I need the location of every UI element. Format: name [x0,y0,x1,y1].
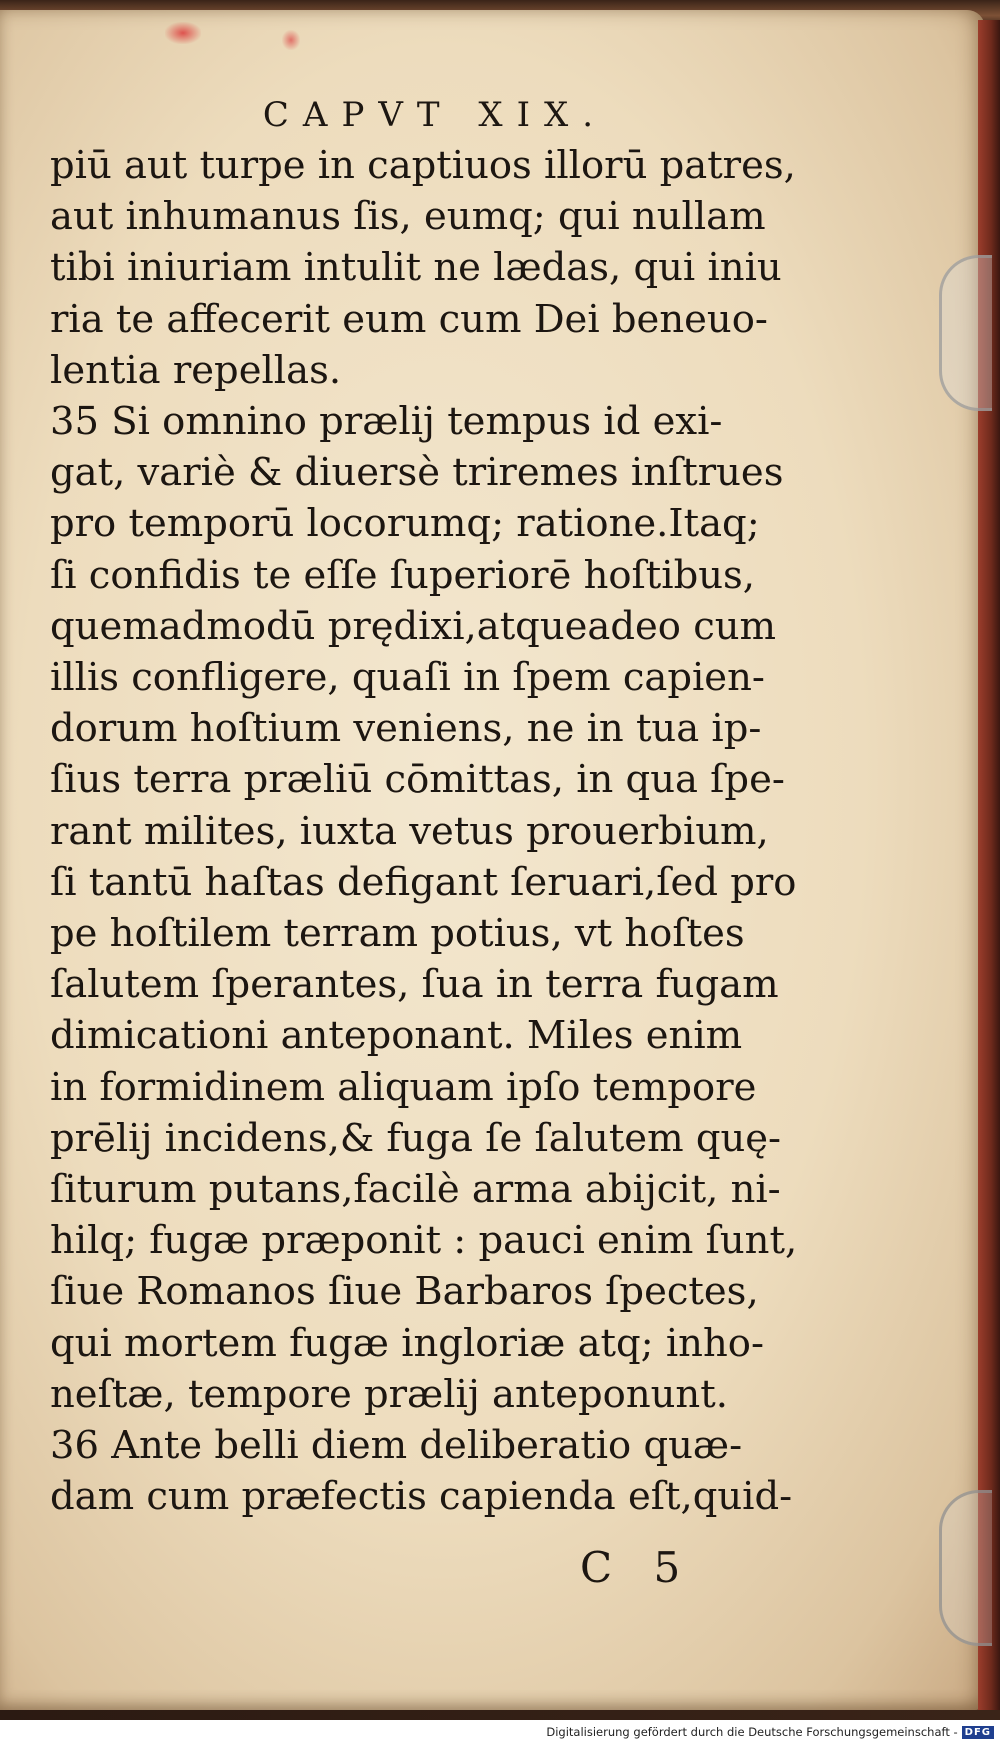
text-line: pro temporū locorumq; ratione.Itaq; [50,501,760,547]
text-line: ſi tantū haſtas defigant ſeruari,ſed pro [50,859,797,905]
text-line: ria te affecerit eum cum Dei beneuo- [50,296,768,342]
text-line: dorum hoſtium veniens, ne in tua ip- [50,706,762,752]
text-line: lentia repellas. [50,347,342,393]
text-line: prēlij incidens,& fuga ſe ſalutem quę- [50,1115,782,1161]
text-line: pe hoſtilem terram potius, vt hoſtes [50,911,745,957]
text-line: gat, variè & diuersè triremes inſtrues [50,450,784,496]
text-line: ſi confidis te eſſe ſuperiorē hoſtibus, [50,552,756,598]
text-line: in formidinem aliquam ipſo tempore [50,1064,757,1110]
text-line: 35 Si omnino prælij tempus id exi- [50,399,723,445]
credit-text: Digitalisierung gefördert durch die Deutsche Forschungsgemeinschaft - [546,1725,958,1739]
catchword-signature: C 5 [580,1543,695,1592]
text-line: qui mortem fugæ ingloriæ atq; inho- [50,1320,764,1366]
page-clip-bottom [939,1490,992,1646]
text-line: rant milites, iuxta vetus prouerbium, [50,808,769,854]
text-line: quemadmodū prędixi,atqueadeo cum [50,603,777,649]
text-line: neſtæ, tempore prælij anteponunt. [50,1371,728,1417]
red-ink-stain-small [282,30,300,50]
text-line: hilq; fugæ præponit : pauci enim ſunt, [50,1218,798,1264]
text-line: ſalutem ſperantes, ſua in terra fugam [50,962,779,1008]
footer-bar [0,1720,1000,1751]
text-line: piū aut turpe in captiuos illorū patres, [50,143,796,188]
text-line: ſiturum putans,facilè arma abijcit, ni- [50,1167,781,1213]
text-line: illis confligere, quaſi in ſpem capien- [50,655,765,701]
funding-credit [546,1725,994,1739]
page-clip-top [939,255,992,411]
text-line: dimicationi anteponant. Miles enim [50,1013,743,1059]
red-ink-stain [165,22,201,44]
text-line: aut inhumanus ſis, eumq; qui nullam [50,194,766,240]
text-line: 36 Ante belli diem deliberatio quæ- [50,1423,743,1469]
running-title: CAPVT XIX. [262,95,608,135]
text-line: ſiue Romanos ſiue Barbaros ſpectes, [50,1269,759,1315]
body-text [50,140,798,1522]
text-line: ſius terra præliū cōmittas, in qua ſpe- [50,757,785,803]
text-line: dam cum præfectis capienda eſt,quid- [50,1474,793,1520]
text-line: tibi iniuriam intulit ne lædas, qui iniu [50,245,782,291]
dfg-logo: DFG [962,1726,994,1739]
